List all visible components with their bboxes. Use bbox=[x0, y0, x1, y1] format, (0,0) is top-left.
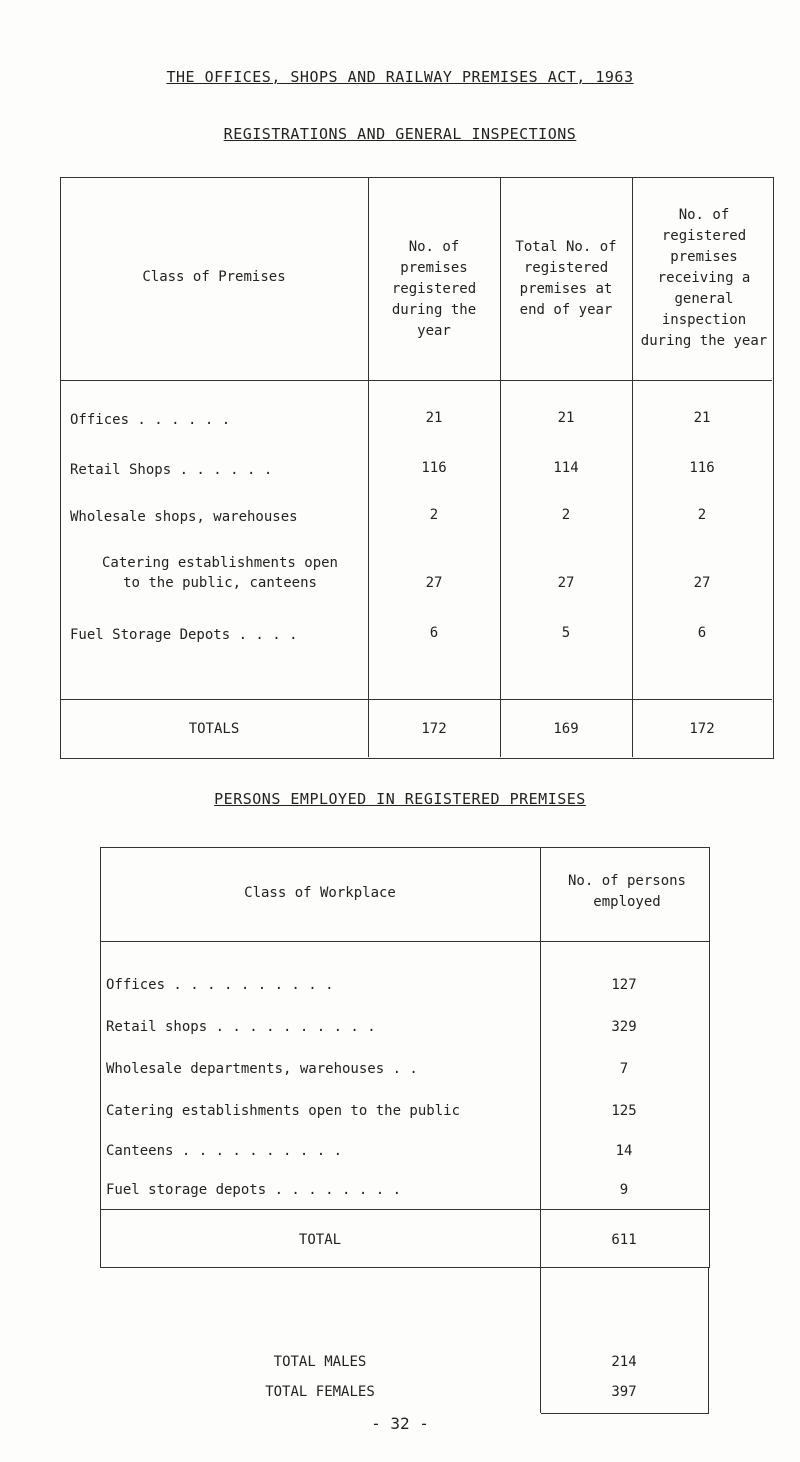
totals-divider bbox=[60, 699, 772, 700]
header-registered-during-year: No. of premises registered during the year bbox=[391, 239, 477, 339]
row-label-wholesale: Wholesale shops, warehouses bbox=[70, 509, 298, 525]
row-value: 6 bbox=[429, 625, 439, 641]
row-value: 329 bbox=[611, 1019, 637, 1035]
row-label-fuel: Fuel storage depots . . . . . . . . bbox=[106, 1182, 402, 1198]
row-value: 6 bbox=[697, 625, 707, 641]
row-value: 5 bbox=[561, 625, 571, 641]
row-value: 116 bbox=[421, 460, 447, 476]
row-value: 125 bbox=[611, 1103, 637, 1119]
total-males-label: TOTAL MALES bbox=[273, 1354, 367, 1370]
main-title: THE OFFICES, SHOPS AND RAILWAY PREMISES ACT, 1963 bbox=[166, 68, 634, 86]
row-value: 21 bbox=[557, 410, 575, 426]
total-females-label: TOTAL FEMALES bbox=[265, 1384, 375, 1400]
row-value: 116 bbox=[689, 460, 715, 476]
row-value: 21 bbox=[425, 410, 443, 426]
row-label-canteens: Canteens . . . . . . . . . . bbox=[106, 1143, 343, 1159]
row-value: 7 bbox=[619, 1061, 629, 1077]
row-value: 2 bbox=[697, 507, 707, 523]
column-divider bbox=[368, 177, 369, 757]
row-label-catering: Catering establishments open to the public bbox=[106, 1103, 461, 1119]
row-value: 21 bbox=[693, 410, 711, 426]
row-value: 27 bbox=[425, 575, 443, 591]
row-value: 114 bbox=[553, 460, 579, 476]
header-class-of-premises: Class of Premises bbox=[142, 269, 286, 285]
column-divider bbox=[500, 177, 501, 757]
section-title-persons-employed: PERSONS EMPLOYED IN REGISTERED PREMISES bbox=[214, 790, 586, 808]
totals-label: TOTALS bbox=[188, 721, 240, 737]
row-value: 9 bbox=[619, 1182, 629, 1198]
section-title-registrations: REGISTRATIONS AND GENERAL INSPECTIONS bbox=[223, 125, 577, 143]
registrations-table bbox=[60, 177, 774, 811]
header-inspected: No. of registered premises receiving a general inspection during the year bbox=[640, 207, 768, 349]
total-males-value: 214 bbox=[611, 1354, 637, 1370]
persons-employed-table bbox=[100, 847, 712, 1400]
row-value: 14 bbox=[615, 1143, 633, 1159]
row-value: 127 bbox=[611, 977, 637, 993]
total-females-value: 397 bbox=[611, 1384, 637, 1400]
row-label-offices: Offices . . . . . . . . . . bbox=[106, 977, 334, 993]
row-label-wholesale: Wholesale departments, warehouses . . bbox=[106, 1061, 418, 1077]
row-label-retail: Retail Shops . . . . . . bbox=[70, 462, 273, 478]
totals-value: 172 bbox=[689, 721, 715, 737]
total-value: 611 bbox=[611, 1232, 637, 1248]
page-number: - 32 - bbox=[371, 1414, 429, 1433]
row-value: 27 bbox=[693, 575, 711, 591]
row-value: 2 bbox=[561, 507, 571, 523]
row-value: 27 bbox=[557, 575, 575, 591]
header-divider bbox=[60, 380, 772, 381]
totals-value: 172 bbox=[421, 721, 447, 737]
header-class-of-workplace: Class of Workplace bbox=[244, 885, 396, 901]
row-label-catering: Catering establishments open to the public, canteens bbox=[101, 555, 338, 591]
header-divider bbox=[100, 941, 710, 942]
column-divider bbox=[632, 177, 633, 757]
total-bottom-rule bbox=[100, 1267, 710, 1268]
row-value: 2 bbox=[429, 507, 439, 523]
row-label-retail: Retail shops . . . . . . . . . . bbox=[106, 1019, 376, 1035]
gender-totals-border bbox=[708, 1267, 709, 1413]
header-total-registered: Total No. of registered premises at end of year bbox=[515, 239, 617, 318]
column-divider bbox=[540, 847, 541, 1413]
header-persons-employed: No. of persons employed bbox=[567, 873, 686, 910]
row-label-fuel: Fuel Storage Depots . . . . bbox=[70, 627, 298, 643]
total-label: TOTAL bbox=[298, 1232, 342, 1248]
row-label-offices: Offices . . . . . . bbox=[70, 412, 231, 428]
totals-value: 169 bbox=[553, 721, 579, 737]
total-divider bbox=[100, 1209, 710, 1210]
